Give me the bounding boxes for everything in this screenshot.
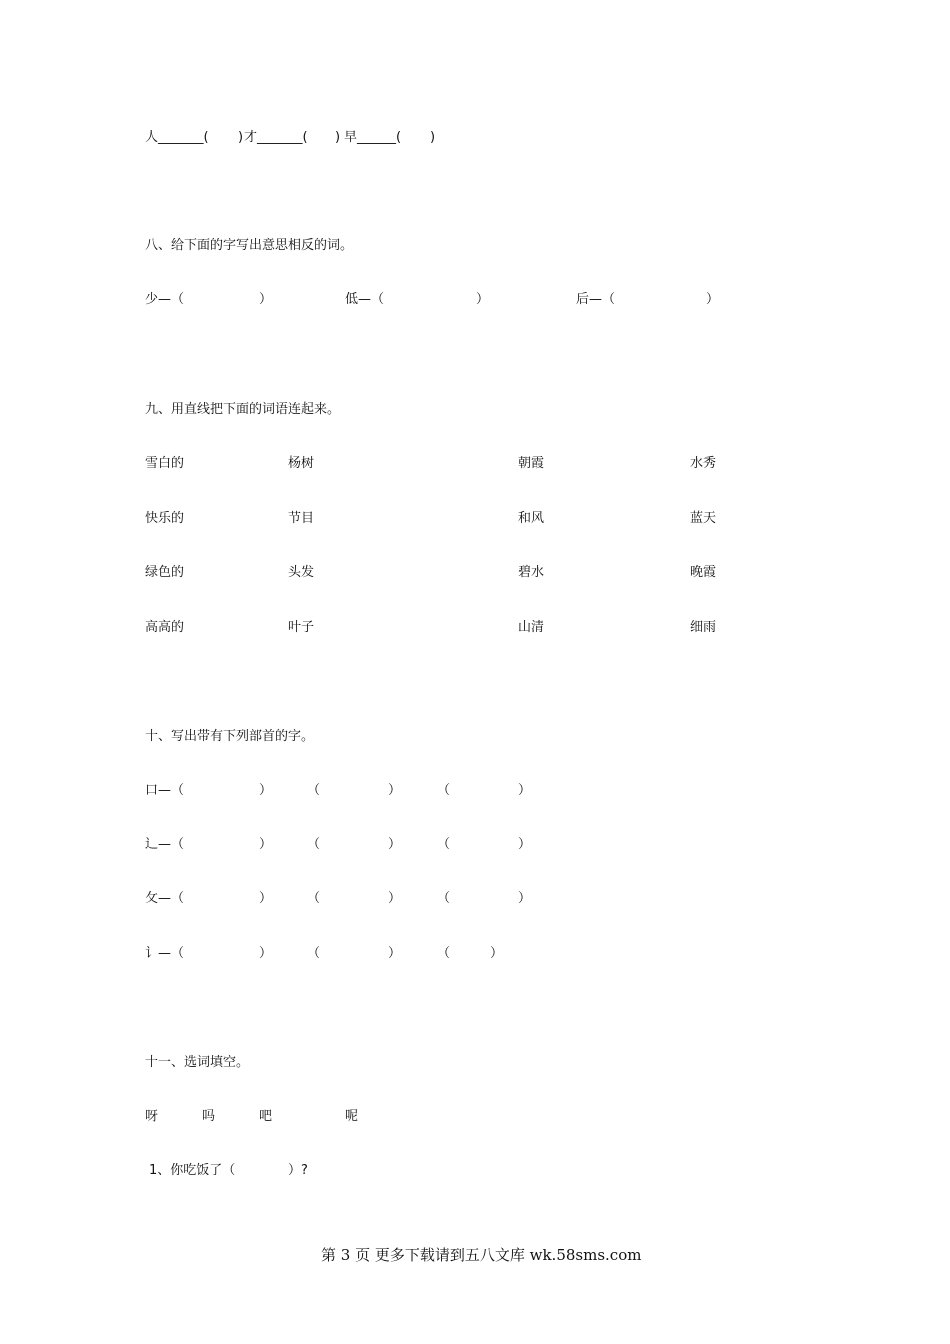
q10-paren: （ [437, 783, 451, 798]
q9-word: 碧水 [518, 565, 545, 580]
q11-option: 吗 [202, 1109, 216, 1124]
q9-word: 杨树 [288, 456, 315, 471]
q11-sentence-1-end: ）? [288, 1163, 308, 1178]
q10-paren: ） [259, 783, 273, 798]
q10-paren: ） [259, 891, 273, 906]
q9-word: 头发 [288, 565, 315, 580]
q9-word: 蓝天 [690, 511, 717, 526]
q10-paren: （ [307, 946, 321, 961]
q10-title: 十、写出带有下列部首的字。 [145, 729, 315, 744]
q9-word: 细雨 [690, 620, 717, 635]
q8-item-3-open: 后—（ [576, 292, 616, 307]
q9-word: 绿色的 [145, 565, 185, 580]
q7-fill-b-close: ) [335, 130, 341, 145]
q10-paren: （ [307, 837, 321, 852]
q10-paren: ） [518, 891, 532, 906]
q8-title: 八、给下面的字写出意思相反的词。 [145, 238, 354, 253]
q9-word: 雪白的 [145, 456, 185, 471]
q11-title: 十一、选词填空。 [145, 1055, 250, 1070]
q7-fill-c-close: ) [430, 130, 436, 145]
q10-radical: 讠—（ [145, 946, 185, 961]
q10-paren: ） [490, 946, 504, 961]
q8-item-2-open: 低—（ [345, 292, 385, 307]
q10-radical: 口—（ [145, 783, 185, 798]
q9-word: 节目 [288, 511, 315, 526]
q11-sentence-1: 1、你吃饭了（ [149, 1163, 236, 1178]
q10-paren: （ [437, 891, 451, 906]
q10-paren: ） [259, 837, 273, 852]
q10-paren: （ [437, 837, 451, 852]
q8-item-1-close: ） [259, 292, 273, 307]
q11-option: 呢 [345, 1109, 359, 1124]
page-footer: 第 3 页 更多下载请到五八文库 wk.58sms.com [321, 1246, 642, 1264]
q9-word: 和风 [518, 511, 545, 526]
q7-fill-b: 才_______( [244, 130, 308, 145]
q10-paren: ） [259, 946, 273, 961]
q9-word: 水秀 [690, 456, 717, 471]
q9-word: 晚霞 [690, 565, 717, 580]
q8-item-3-close: ） [706, 292, 720, 307]
q8-item-1-open: 少—（ [145, 292, 185, 307]
q8-item-2-close: ） [476, 292, 490, 307]
q11-option: 吧 [259, 1109, 273, 1124]
q10-radical: 攵—（ [145, 891, 185, 906]
q9-word: 朝霞 [518, 456, 545, 471]
q10-paren: ） [518, 837, 532, 852]
q10-paren: ） [388, 837, 402, 852]
q9-word: 快乐的 [145, 511, 185, 526]
q7-fill-a-close: ) [238, 130, 244, 145]
q10-paren: ） [518, 783, 532, 798]
q9-title: 九、用直线把下面的词语连起来。 [145, 402, 341, 417]
q10-paren: （ [307, 891, 321, 906]
q9-word: 高高的 [145, 620, 185, 635]
q10-paren: （ [307, 783, 321, 798]
q11-option: 呀 [145, 1109, 159, 1124]
q7-fill-c: 早______( [344, 130, 402, 145]
q10-paren: ） [388, 946, 402, 961]
q7-fill-a: 人_______( [145, 130, 209, 145]
q10-paren: ） [388, 891, 402, 906]
q9-word: 叶子 [288, 620, 315, 635]
q10-radical: 辶—（ [145, 837, 185, 852]
q10-paren: （ [437, 946, 451, 961]
q10-paren: ） [388, 783, 402, 798]
q9-word: 山清 [518, 620, 545, 635]
